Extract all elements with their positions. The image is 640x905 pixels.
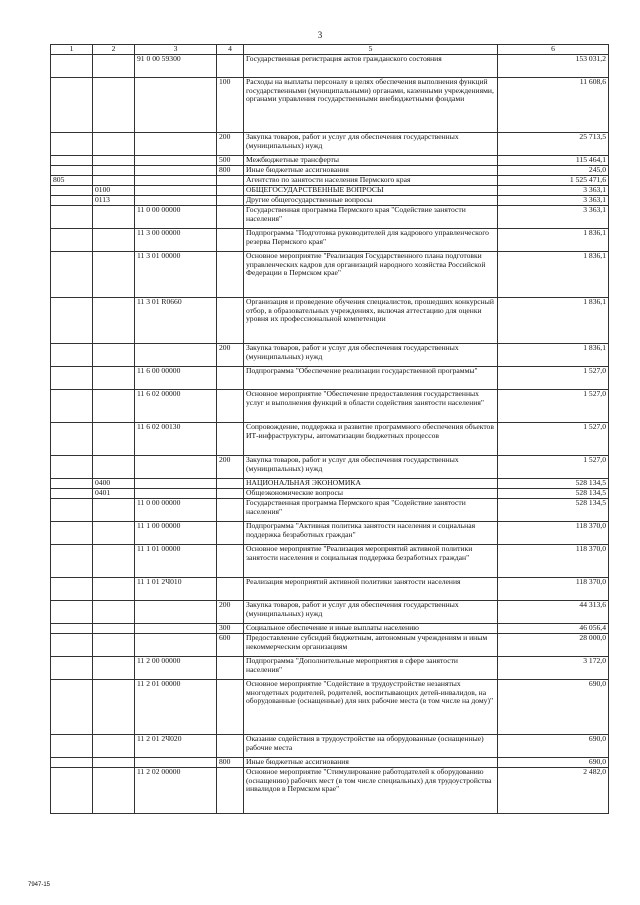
page-number: 3	[317, 30, 323, 40]
target-article-cell: 11 2 02 00000	[135, 768, 217, 814]
amount-cell: 1 525 471,6	[498, 176, 609, 186]
description-cell: Иные бюджетные ассигнования	[244, 758, 498, 768]
description-cell: Закупка товаров, работ и услуг для обеспечения государственных (муниципальных) нужд	[244, 601, 498, 624]
program-code-cell	[51, 680, 93, 735]
target-article-cell	[135, 456, 217, 479]
description-cell: Закупка товаров, работ и услуг для обеспечения государственных (муниципальных) нужд	[244, 344, 498, 367]
table-row	[51, 578, 609, 601]
section-code-cell	[93, 735, 135, 758]
program-code-cell	[51, 499, 93, 522]
program-code-cell: 805	[51, 176, 93, 186]
section-code-cell	[93, 578, 135, 601]
target-article-cell	[135, 489, 217, 499]
target-article-cell	[135, 78, 217, 133]
program-code-cell	[51, 601, 93, 624]
section-code-cell	[93, 298, 135, 344]
expense-type-cell	[217, 390, 244, 423]
amount-cell: 46 056,4	[498, 624, 609, 634]
section-code-cell	[93, 499, 135, 522]
table-row	[51, 758, 609, 768]
description-cell: Оказание содействия в трудоустройстве на оборудованные (оснащенные) рабочие места	[244, 735, 498, 758]
table-row	[51, 499, 609, 522]
description-cell: Основное мероприятие "Реализация мероприятий активной политики занятости населения и социальная поддержка безработных граждан"	[244, 545, 498, 578]
description-cell: Основное мероприятие "Содействие в трудоустройстве незанятых многодетных родителей, родителей, воспитывающих детей-инвалидов, на оборудованные (оснащенные) для них рабочие места (в том числе на дому)"	[244, 680, 498, 735]
column-header-4: 4	[217, 45, 244, 55]
target-article-cell: 11 6 02 00130	[135, 423, 217, 456]
amount-cell: 3 363,1	[498, 196, 609, 206]
table-row	[51, 367, 609, 390]
target-article-cell: 11 0 00 00000	[135, 206, 217, 229]
amount-cell: 1 527,0	[498, 423, 609, 456]
target-article-cell	[135, 624, 217, 634]
program-code-cell	[51, 624, 93, 634]
section-code-cell: 0401	[93, 489, 135, 499]
program-code-cell	[51, 156, 93, 166]
target-article-cell	[135, 479, 217, 489]
section-code-cell	[93, 156, 135, 166]
column-header-2: 2	[93, 45, 135, 55]
program-code-cell	[51, 456, 93, 479]
table-row	[51, 196, 609, 206]
document-code: 7947-15	[28, 882, 51, 888]
section-code-cell	[93, 367, 135, 390]
expense-type-cell: 600	[217, 634, 244, 657]
expense-type-cell: 200	[217, 601, 244, 624]
amount-cell: 44 313,6	[498, 601, 609, 624]
target-article-cell	[135, 186, 217, 196]
expense-type-cell: 800	[217, 758, 244, 768]
table-row	[51, 206, 609, 229]
description-cell: Подпрограмма "Обеспечение реализации государственной программы"	[244, 367, 498, 390]
table-row	[51, 601, 609, 624]
table-row	[51, 634, 609, 657]
description-cell: Основное мероприятие "Обеспечение предоставления государственных услуг и выполнения функций в области содействия занятости населения"	[244, 390, 498, 423]
description-cell: Подпрограмма "Дополнительные мероприятия в сфере занятости населения"	[244, 657, 498, 680]
description-cell: Закупка товаров, работ и услуг для обеспечения государственных (муниципальных) нужд	[244, 133, 498, 156]
target-article-cell: 11 0 00 00000	[135, 499, 217, 522]
target-article-cell	[135, 758, 217, 768]
target-article-cell	[135, 133, 217, 156]
program-code-cell	[51, 186, 93, 196]
description-cell: ОБЩЕГОСУДАРСТВЕННЫЕ ВОПРОСЫ	[244, 186, 498, 196]
table-row	[51, 229, 609, 252]
description-cell: Общеэкономические вопросы	[244, 489, 498, 499]
section-code-cell	[93, 252, 135, 298]
section-code-cell	[93, 229, 135, 252]
section-code-cell: 0100	[93, 186, 135, 196]
description-cell: Сопровождение, поддержка и развитие программного обеспечения объектов ИТ-инфраструктуры, автоматизации бюджетных процессов	[244, 423, 498, 456]
description-cell: Закупка товаров, работ и услуг для обеспечения государственных (муниципальных) нужд	[244, 456, 498, 479]
section-code-cell	[93, 624, 135, 634]
table-row	[51, 657, 609, 680]
target-article-cell: 11 2 00 00000	[135, 657, 217, 680]
table-row	[51, 133, 609, 156]
program-code-cell	[51, 545, 93, 578]
section-code-cell	[93, 423, 135, 456]
program-code-cell	[51, 344, 93, 367]
amount-cell: 1 527,0	[498, 367, 609, 390]
program-code-cell	[51, 735, 93, 758]
target-article-cell	[135, 344, 217, 367]
description-cell: НАЦИОНАЛЬНАЯ ЭКОНОМИКА	[244, 479, 498, 489]
expense-type-cell: 200	[217, 456, 244, 479]
section-code-cell	[93, 166, 135, 176]
section-code-cell	[93, 55, 135, 78]
expense-type-cell: 800	[217, 166, 244, 176]
amount-cell: 1 836,1	[498, 252, 609, 298]
program-code-cell	[51, 578, 93, 601]
expense-type-cell	[217, 479, 244, 489]
program-code-cell	[51, 634, 93, 657]
expense-type-cell	[217, 499, 244, 522]
table-row	[51, 456, 609, 479]
description-cell: Реализация мероприятий активной политики занятости населения	[244, 578, 498, 601]
amount-cell: 153 031,2	[498, 55, 609, 78]
section-code-cell	[93, 344, 135, 367]
section-code-cell: 0113	[93, 196, 135, 206]
amount-cell: 528 134,5	[498, 479, 609, 489]
description-cell: Основное мероприятие "Реализация Государственного плана подготовки управленческих кадров для организаций народного хозяйства Российской Федерации в Пермском крае"	[244, 252, 498, 298]
section-code-cell	[93, 133, 135, 156]
expense-type-cell	[217, 176, 244, 186]
section-code-cell	[93, 176, 135, 186]
table-row	[51, 390, 609, 423]
expense-type-cell	[217, 206, 244, 229]
expense-type-cell	[217, 768, 244, 814]
expense-type-cell	[217, 252, 244, 298]
amount-cell: 2 482,0	[498, 768, 609, 814]
program-code-cell	[51, 522, 93, 545]
target-article-cell: 11 3 01 R0660	[135, 298, 217, 344]
table-header-row	[51, 45, 609, 55]
amount-cell: 3 363,1	[498, 186, 609, 196]
expense-type-cell	[217, 578, 244, 601]
section-code-cell	[93, 634, 135, 657]
target-article-cell: 11 1 01 00000	[135, 545, 217, 578]
program-code-cell	[51, 367, 93, 390]
target-article-cell: 11 3 00 00000	[135, 229, 217, 252]
amount-cell: 3 363,1	[498, 206, 609, 229]
column-header-6: 6	[498, 45, 609, 55]
expense-type-cell	[217, 186, 244, 196]
budget-table	[50, 44, 609, 814]
amount-cell: 245,0	[498, 166, 609, 176]
expense-type-cell: 300	[217, 624, 244, 634]
description-cell: Организация и проведение обучения специалистов, прошедших конкурсный отбор, в образовательных учреждениях, включая аттестацию для оценки уровня их профессиональной компетенции	[244, 298, 498, 344]
section-code-cell	[93, 522, 135, 545]
amount-cell: 118 370,0	[498, 522, 609, 545]
description-cell: Расходы на выплаты персоналу в целях обеспечения выполнения функций государственными (муниципальными) органами, казенными учреждениями, органами управления государственными внебюджетными фондами	[244, 78, 498, 133]
table-body	[51, 45, 609, 814]
section-code-cell	[93, 78, 135, 133]
program-code-cell	[51, 55, 93, 78]
program-code-cell	[51, 133, 93, 156]
description-cell: Межбюджетные трансферты	[244, 156, 498, 166]
section-code-cell	[93, 390, 135, 423]
section-code-cell	[93, 680, 135, 735]
column-header-1: 1	[51, 45, 93, 55]
table-row	[51, 545, 609, 578]
amount-cell: 1 527,0	[498, 390, 609, 423]
table-row	[51, 489, 609, 499]
program-code-cell	[51, 229, 93, 252]
target-article-cell: 11 6 00 00000	[135, 367, 217, 390]
table-row	[51, 166, 609, 176]
target-article-cell: 11 2 01 2Ч020	[135, 735, 217, 758]
description-cell: Предоставление субсидий бюджетным, автономным учреждениям и иным некоммерческим организациям	[244, 634, 498, 657]
description-cell: Государственная регистрация актов гражданского состояния	[244, 55, 498, 78]
amount-cell: 118 370,0	[498, 578, 609, 601]
expense-type-cell	[217, 680, 244, 735]
table-row	[51, 768, 609, 814]
program-code-cell	[51, 657, 93, 680]
expense-type-cell	[217, 229, 244, 252]
target-article-cell	[135, 601, 217, 624]
section-code-cell	[93, 456, 135, 479]
amount-cell: 690,0	[498, 735, 609, 758]
table-row	[51, 156, 609, 166]
expense-type-cell	[217, 298, 244, 344]
program-code-cell	[51, 758, 93, 768]
expense-type-cell	[217, 735, 244, 758]
section-code-cell	[93, 601, 135, 624]
section-code-cell	[93, 768, 135, 814]
program-code-cell	[51, 252, 93, 298]
program-code-cell	[51, 768, 93, 814]
target-article-cell: 11 3 01 00000	[135, 252, 217, 298]
target-article-cell	[135, 156, 217, 166]
expense-type-cell	[217, 367, 244, 390]
program-code-cell	[51, 166, 93, 176]
program-code-cell	[51, 479, 93, 489]
expense-type-cell	[217, 657, 244, 680]
target-article-cell: 11 6 02 00000	[135, 390, 217, 423]
description-cell: Агентство по занятости населения Пермского края	[244, 176, 498, 186]
amount-cell: 1 836,1	[498, 344, 609, 367]
amount-cell: 115 464,1	[498, 156, 609, 166]
column-header-5: 5	[244, 45, 498, 55]
program-code-cell	[51, 298, 93, 344]
expense-type-cell	[217, 545, 244, 578]
table-row	[51, 522, 609, 545]
description-cell: Подпрограмма "Подготовка руководителей для кадрового управленческого резерва Пермского края"	[244, 229, 498, 252]
table-row	[51, 176, 609, 186]
target-article-cell	[135, 166, 217, 176]
table-row	[51, 624, 609, 634]
expense-type-cell	[217, 489, 244, 499]
section-code-cell	[93, 206, 135, 229]
expense-type-cell: 500	[217, 156, 244, 166]
target-article-cell: 11 2 01 00000	[135, 680, 217, 735]
table-row	[51, 423, 609, 456]
section-code-cell	[93, 758, 135, 768]
amount-cell: 690,0	[498, 680, 609, 735]
description-cell: Основное мероприятие "Стимулирование работодателей к оборудованию (оснащению) рабочих мест (в том числе специальных) для трудоустройства инвалидов в Пермском крае"	[244, 768, 498, 814]
table-row	[51, 735, 609, 758]
program-code-cell	[51, 196, 93, 206]
expense-type-cell	[217, 55, 244, 78]
expense-type-cell	[217, 423, 244, 456]
amount-cell: 28 000,0	[498, 634, 609, 657]
target-article-cell	[135, 634, 217, 657]
amount-cell: 528 134,5	[498, 499, 609, 522]
table-row	[51, 55, 609, 78]
target-article-cell	[135, 176, 217, 186]
target-article-cell: 91 0 00 59300	[135, 55, 217, 78]
table-row	[51, 344, 609, 367]
section-code-cell	[93, 545, 135, 578]
program-code-cell	[51, 390, 93, 423]
description-cell: Государственная программа Пермского края "Содействие занятости населения"	[244, 206, 498, 229]
table-row	[51, 252, 609, 298]
table-row	[51, 78, 609, 133]
table-row	[51, 298, 609, 344]
amount-cell: 25 713,5	[498, 133, 609, 156]
target-article-cell	[135, 196, 217, 206]
table-row	[51, 479, 609, 489]
column-header-3: 3	[135, 45, 217, 55]
amount-cell: 690,0	[498, 758, 609, 768]
table-row	[51, 186, 609, 196]
description-cell: Иные бюджетные ассигнования	[244, 166, 498, 176]
amount-cell: 118 370,0	[498, 545, 609, 578]
table-row	[51, 680, 609, 735]
amount-cell: 1 527,0	[498, 456, 609, 479]
program-code-cell	[51, 423, 93, 456]
amount-cell: 11 608,6	[498, 78, 609, 133]
description-cell: Подпрограмма "Активная политика занятости населения и социальная поддержка безработных граждан"	[244, 522, 498, 545]
amount-cell: 3 172,0	[498, 657, 609, 680]
description-cell: Государственная программа Пермского края "Содействие занятости населения"	[244, 499, 498, 522]
expense-type-cell	[217, 196, 244, 206]
amount-cell: 528 134,5	[498, 489, 609, 499]
section-code-cell: 0400	[93, 479, 135, 489]
expense-type-cell: 200	[217, 344, 244, 367]
amount-cell: 1 836,1	[498, 229, 609, 252]
amount-cell: 1 836,1	[498, 298, 609, 344]
section-code-cell	[93, 657, 135, 680]
expense-type-cell: 100	[217, 78, 244, 133]
target-article-cell: 11 1 01 2Ч010	[135, 578, 217, 601]
program-code-cell	[51, 489, 93, 499]
description-cell: Социальное обеспечение и иные выплаты населению	[244, 624, 498, 634]
target-article-cell: 11 1 00 00000	[135, 522, 217, 545]
program-code-cell	[51, 78, 93, 133]
expense-type-cell	[217, 522, 244, 545]
program-code-cell	[51, 206, 93, 229]
description-cell: Другие общегосударственные вопросы	[244, 196, 498, 206]
expense-type-cell: 200	[217, 133, 244, 156]
